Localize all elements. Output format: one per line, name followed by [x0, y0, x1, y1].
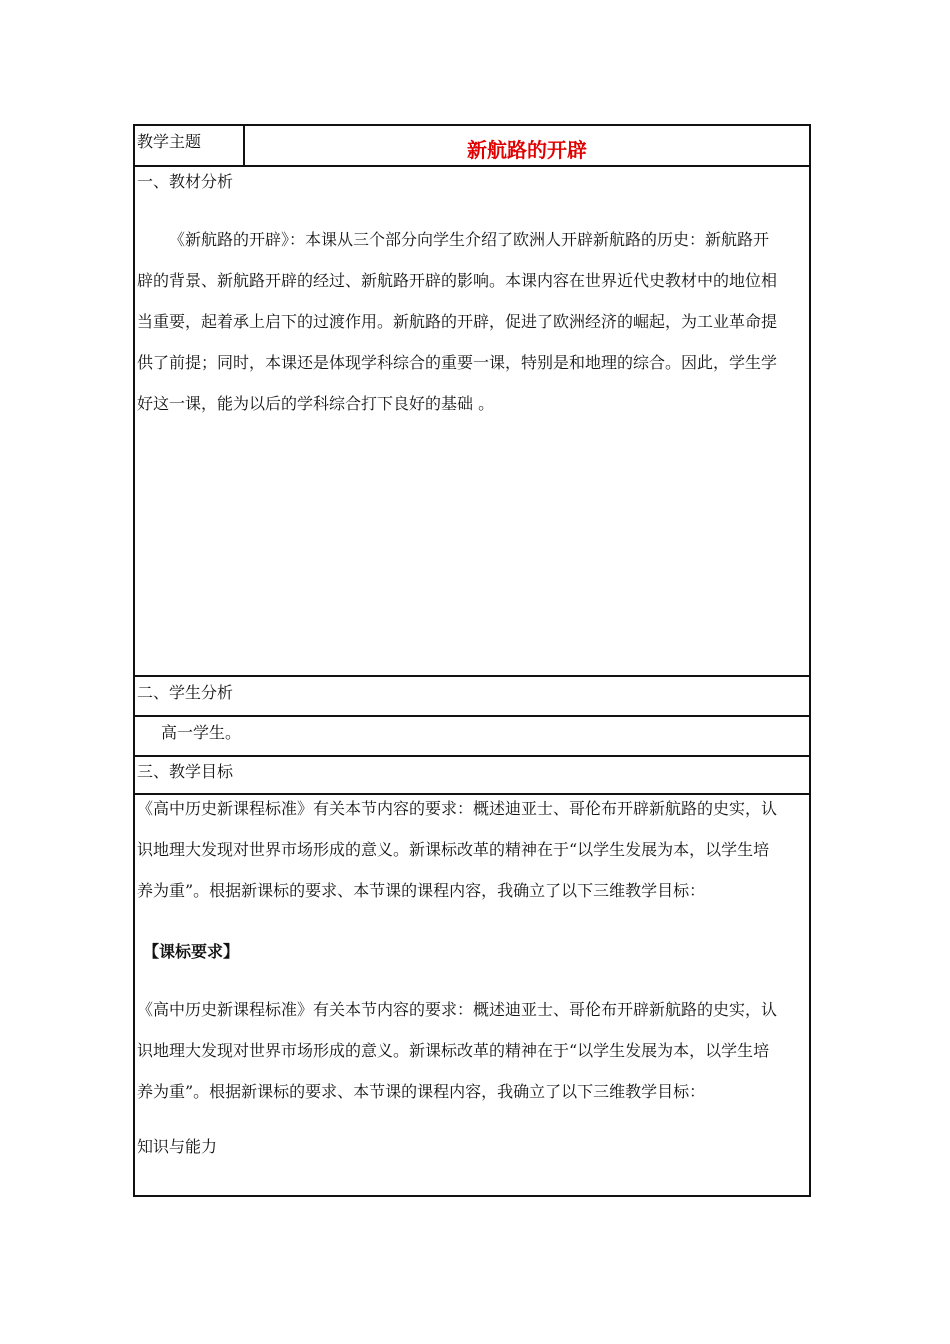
objectives-line: 《高中历史新课程标准》有关本节内容的要求：概述迪亚士、哥伦布开辟新航路的史实，认: [137, 1000, 778, 1019]
lesson-plan-table: [133, 124, 811, 1197]
topic-row: [135, 126, 809, 167]
topic-label-cell: [135, 126, 245, 165]
objectives-heading: 三、教学目标: [137, 762, 234, 781]
objectives-line: 识地理大发现对世界市场形成的意义。新课标改革的精神在于“以学生发展为本，以学生培: [137, 840, 770, 859]
objectives-block-1: [137, 788, 811, 911]
topic-title: 新航路的开辟: [467, 138, 587, 162]
topic-label: 教学主题: [137, 132, 202, 151]
objectives-line: 《高中历史新课程标准》有关本节内容的要求：概述迪亚士、哥伦布开辟新航路的史实，认: [137, 799, 778, 818]
textbook-analysis-line: 《新航路的开辟》：本课从三个部分向学生介绍了欧洲人开辟新航路的历史：新航路开: [169, 230, 770, 249]
objectives-line: 养为重”。根据新课标的要求、本节课的课程内容，我确立了以下三维教学目标：: [137, 881, 706, 900]
student-analysis-body: 高一学生。: [161, 723, 242, 742]
textbook-analysis-heading: 一、教材分析: [137, 172, 234, 191]
knowledge-ability-subsection: 知识与能力: [137, 1137, 218, 1156]
objectives-content-row: [135, 795, 809, 1195]
objectives-block-2: [137, 989, 811, 1112]
standards-subheading: 【课标要求】: [143, 942, 240, 961]
textbook-analysis-line: 供了前提；同时，本课还是体现学科综合的重要一课，特别是和地理的综合。因此，学生学: [137, 353, 778, 372]
textbook-analysis-line: 辟的背景、新航路开辟的经过、新航路开辟的影响。本课内容在世界近代史教材中的地位相: [137, 271, 778, 290]
objectives-line: 养为重”。根据新课标的要求、本节课的课程内容，我确立了以下三维教学目标：: [137, 1082, 706, 1101]
student-analysis-heading: 二、学生分析: [137, 683, 234, 702]
objectives-line: 识地理大发现对世界市场形成的意义。新课标改革的精神在于“以学生发展为本，以学生培: [137, 1041, 770, 1060]
student-analysis-heading-row: [135, 677, 809, 717]
student-analysis-body-row: [135, 717, 809, 757]
topic-title-cell: [245, 126, 809, 165]
textbook-analysis-line: 好这一课，能为以后的学科综合打下良好的基础 。: [137, 394, 495, 413]
textbook-analysis-row: [135, 167, 809, 677]
textbook-analysis-line: 当重要，起着承上启下的过渡作用。新航路的开辟，促进了欧洲经济的崛起，为工业革命提: [137, 312, 778, 331]
textbook-analysis-body: [137, 219, 809, 424]
